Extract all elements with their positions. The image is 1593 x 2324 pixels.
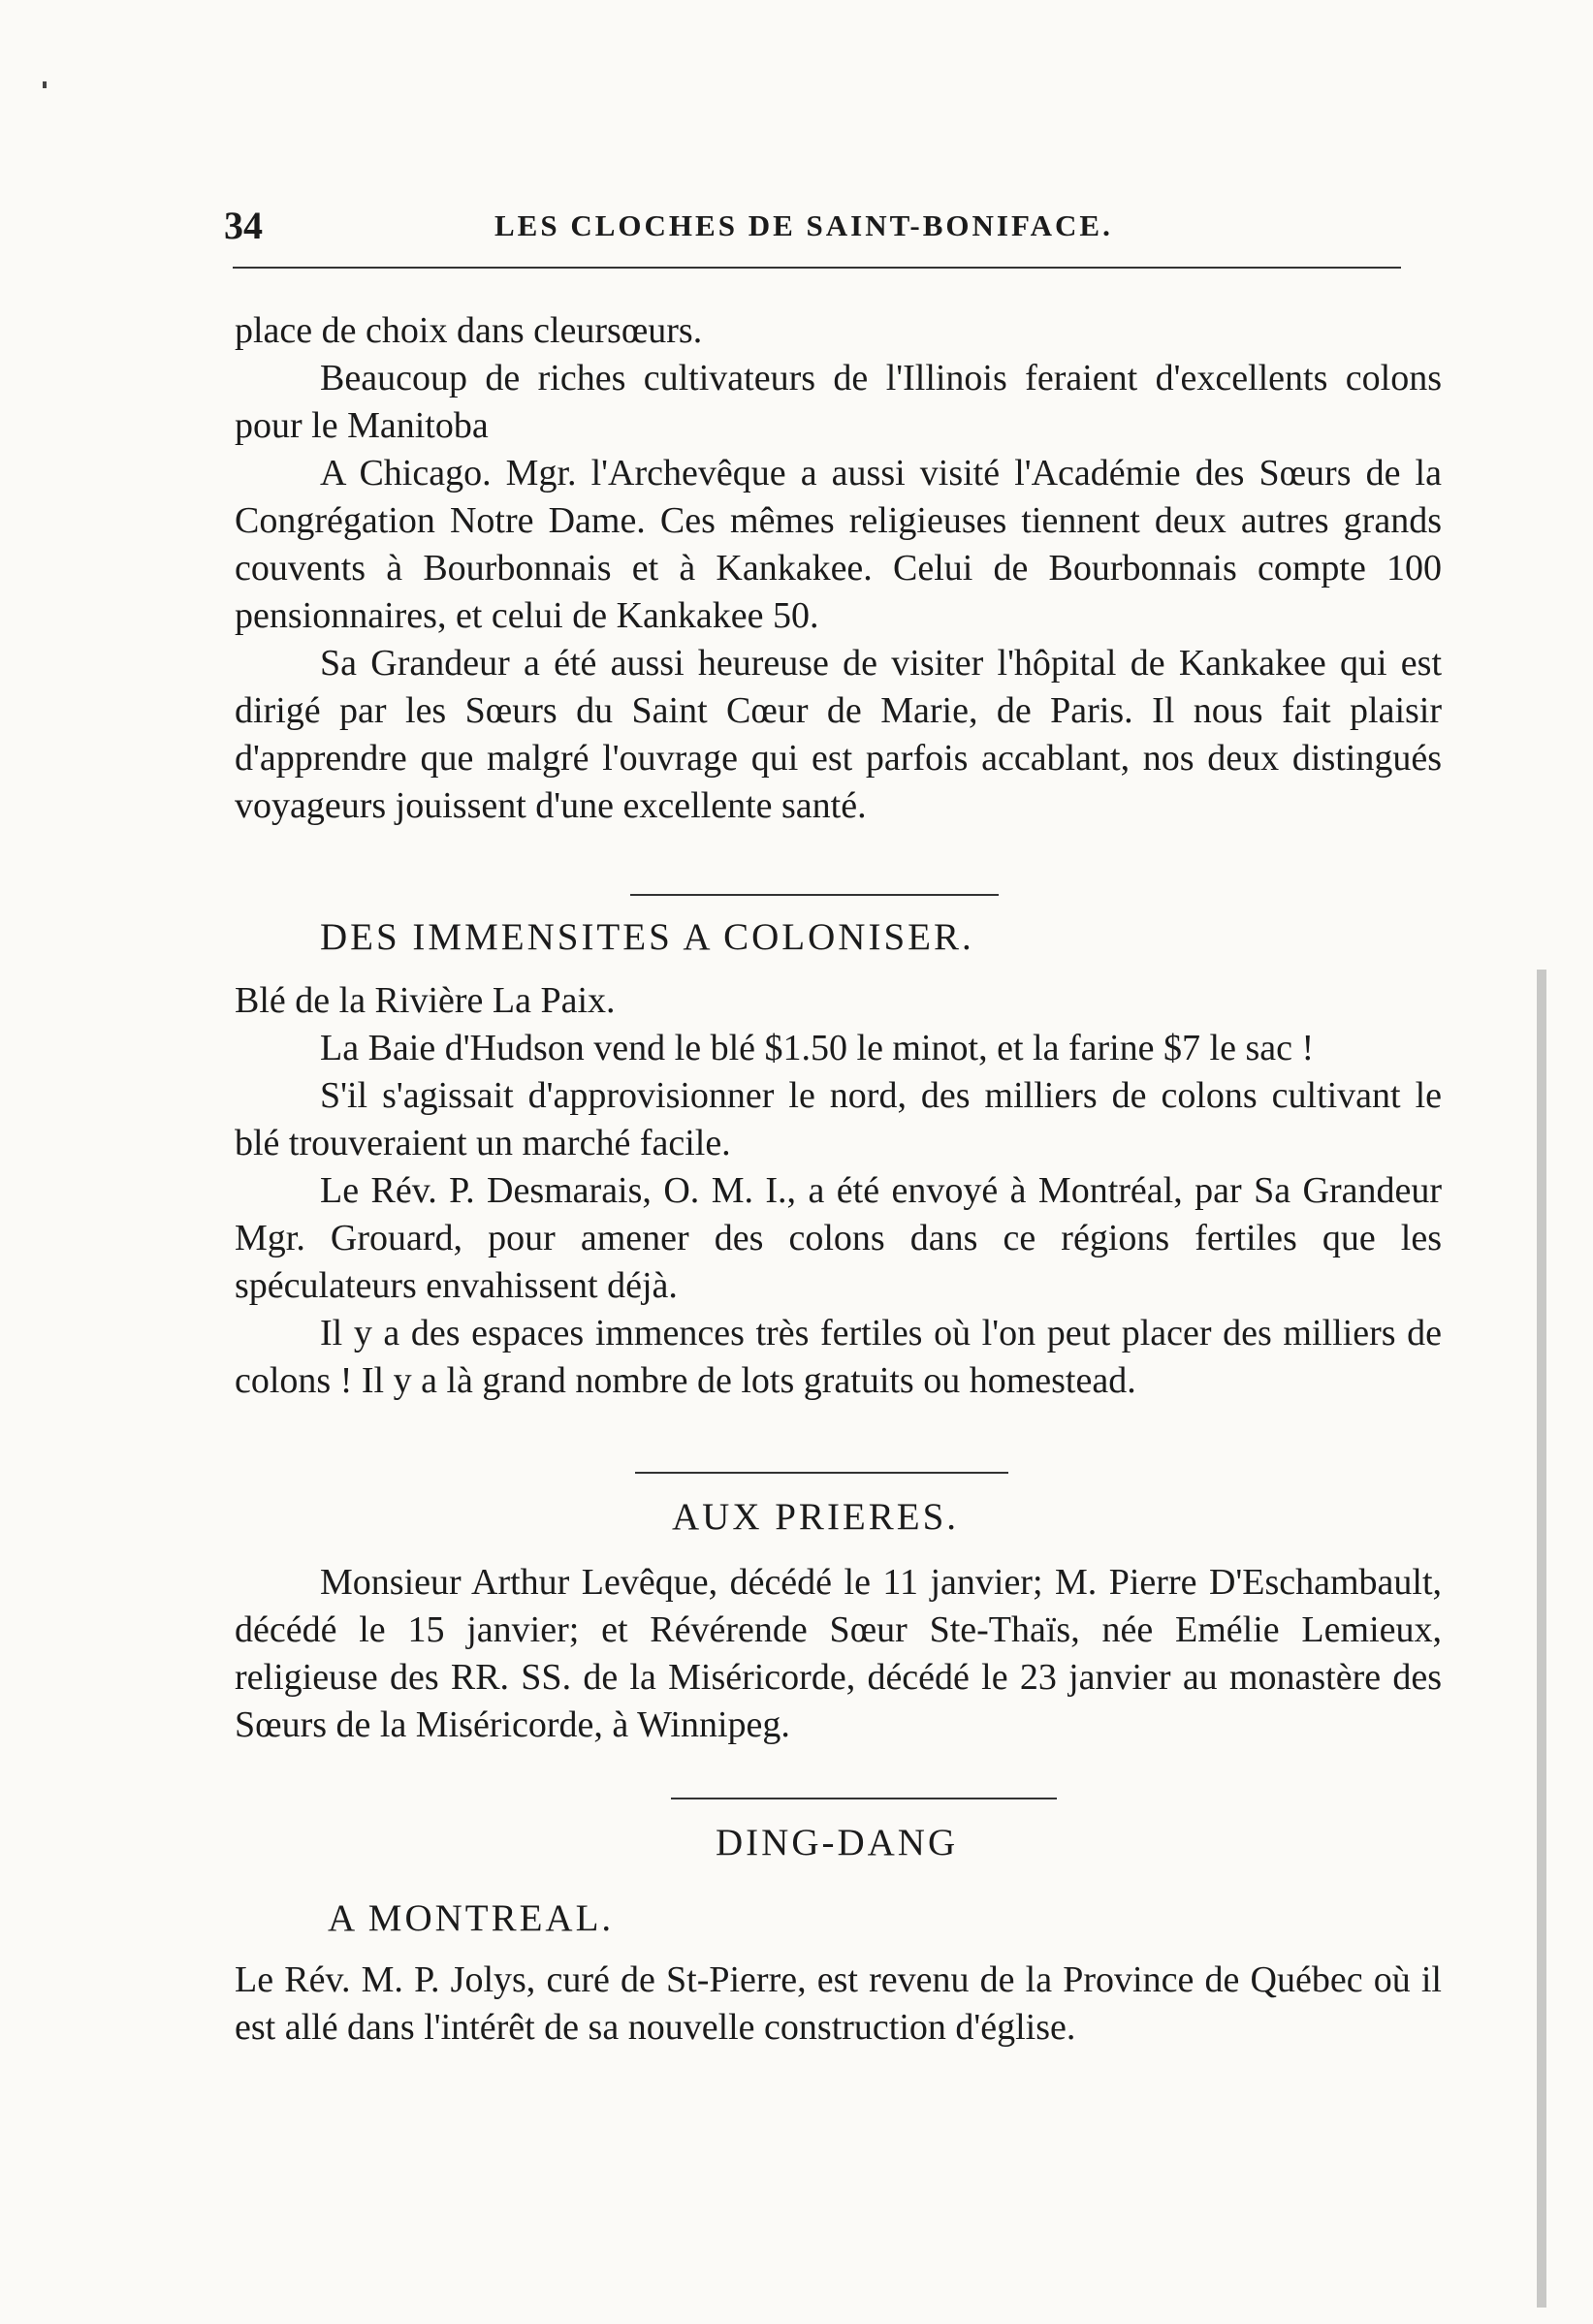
paragraph: S'il s'agissait d'approvisionner le nord, des milliers de colons cultivant le blé trouveraient un marché facile. — [235, 1075, 1442, 1163]
section-heading: DING-DANG — [716, 1822, 959, 1863]
running-title: LES CLOCHES DE SAINT-BONIFACE. — [494, 208, 1113, 242]
header-rule — [233, 267, 1401, 269]
paragraph: A Chicago. Mgr. l'Archevêque a aussi visité l'Académie des Sœurs de la Congrégation Notre Dame. Ces mêmes religieuses tiennent deux autres grands couvents à Bourbonnais et à Kankakee. Celui de Bourbonnais compte 100 pensionnaires, et celui de Kankakee 50. — [235, 453, 1442, 636]
scan-speck — [43, 81, 47, 88]
page-number: 34 — [224, 204, 263, 247]
scan-edge — [1537, 970, 1546, 2308]
section-colonisation — [235, 977, 1442, 1405]
section-divider — [671, 1798, 1057, 1799]
paragraph: Sa Grandeur a été aussi heureuse de visiter l'hôpital de Kankakee qui est dirigé par les Sœurs du Saint Cœur de Marie, de Paris. Il nous fait plaisir d'apprendre que malgré l'ouvrage qui est parfois accablant, nos deux distingués voyageurs jouissent d'une excellente santé. — [235, 643, 1442, 826]
section-heading: DES IMMENSITES A COLONISER. — [320, 916, 974, 958]
section-visit-continued — [235, 307, 1442, 830]
paragraph: Le Rév. M. P. Jolys, curé de St-Pierre, est revenu de la Province de Québec où il est allé dans l'intérêt de sa nouvelle construction d'église. — [235, 1959, 1442, 2048]
page-header — [199, 199, 1406, 253]
section-prayers — [235, 1559, 1442, 1749]
paragraph: Il y a des espaces immences très fertiles où l'on peut placer des milliers de colons ! Il y a là grand nombre de lots gratuits ou homestead. — [235, 1313, 1442, 1401]
paragraph: Beaucoup de riches cultivateurs de l'Illinois feraient d'excellents colons pour le Manitoba — [235, 358, 1442, 446]
paragraph: Le Rév. P. Desmarais, O. M. I., a été envoyé à Montréal, par Sa Grandeur Mgr. Grouard, pour amener des colons dans ce régions fertiles que les spéculateurs envahissent déjà. — [235, 1170, 1442, 1306]
section-subheading: A MONTREAL. — [328, 1897, 615, 1939]
section-divider — [635, 1472, 1008, 1474]
section-heading: AUX PRIERES. — [672, 1496, 960, 1538]
paragraph: Monsieur Arthur Levêque, décédé le 11 janvier; M. Pierre D'Eschambault, décédé le 15 janvier; et Révérende Sœur Ste-Thaïs, née Emélie Lemieux, religieuse des RR. SS. de la Miséricorde, décédé le 23 janvier au monastère des Sœurs de la Miséricorde, à Winnipeg. — [235, 1562, 1442, 1745]
section-ding-dang — [235, 1957, 1442, 2052]
paragraph: La Baie d'Hudson vend le blé $1.50 le minot, et la farine $7 le sac ! — [320, 1028, 1315, 1068]
paragraph: Blé de la Rivière La Paix. — [235, 980, 616, 1021]
section-divider — [630, 894, 999, 896]
paragraph: place de choix dans cleursœurs. — [235, 310, 703, 351]
